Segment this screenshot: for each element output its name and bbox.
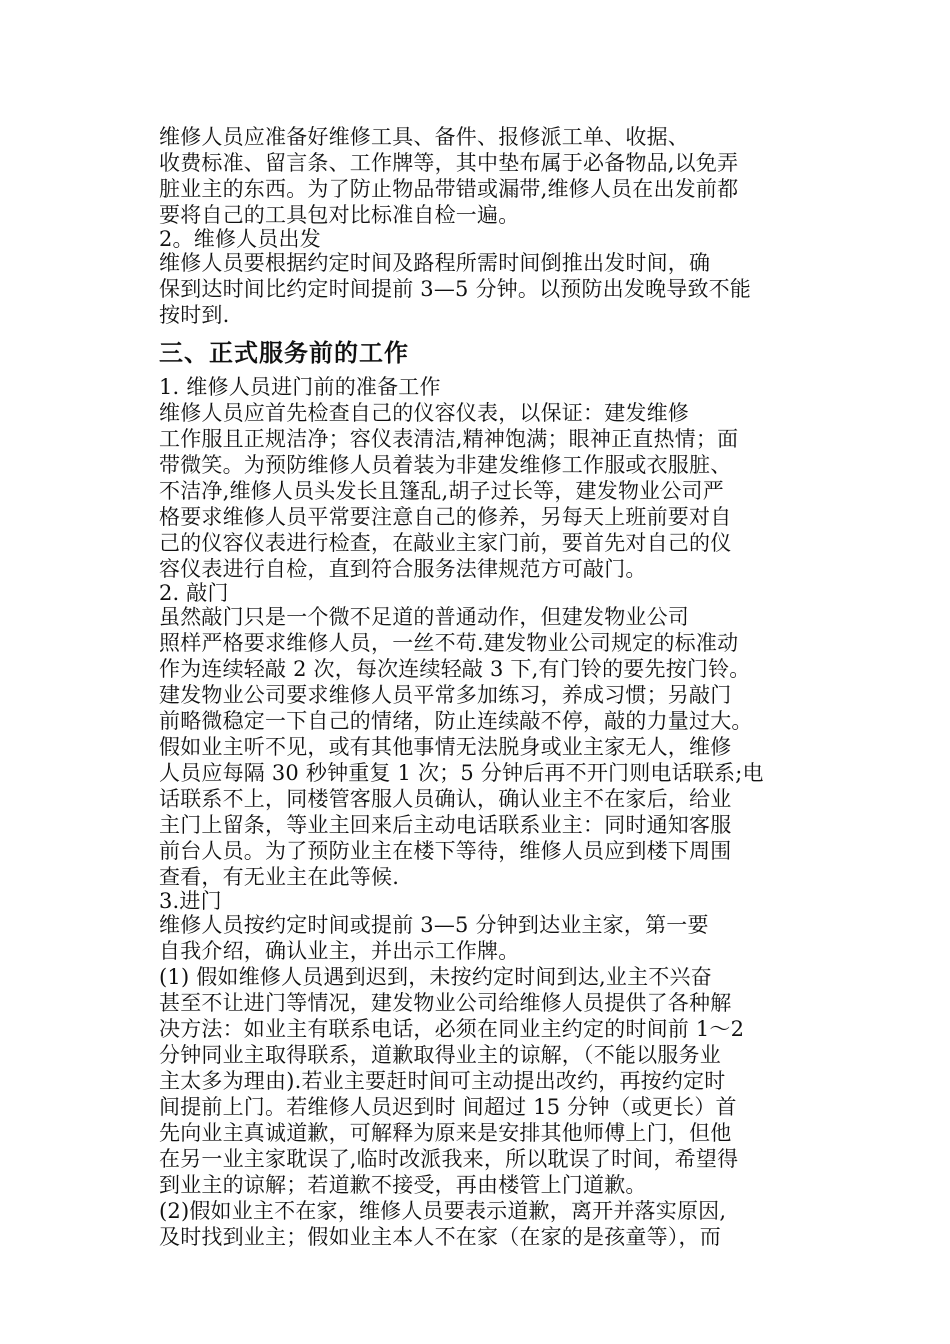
text-line: 照样严格要求维修人员，一丝不苟.建发物业公司规定的标准动: [159, 631, 739, 655]
text-line: 人员应每隔 30 秒钟重复 1 次；5 分钟后再不开门则电话联系;电: [159, 761, 764, 785]
text-line: 甚至不让进门等情况，建发物业公司给维修人员提供了各种解: [159, 991, 732, 1015]
sub-heading: 1. 维修人员进门前的准备工作: [159, 375, 441, 399]
sub-heading: 2。维修人员出发: [159, 227, 321, 251]
text-line: 格要求维修人员平常要注意自己的修养，另每天上班前要对自: [159, 505, 732, 529]
text-line: 话联系不上，同楼管客服人员确认，确认业主不在家后，给业: [159, 787, 732, 811]
text-line: (1) 假如维修人员遇到迟到，未按约定时间到达,业主不兴奋: [159, 965, 712, 989]
text-line: 分钟同业主取得联系，道歉取得业主的谅解，（不能以服务业: [159, 1043, 721, 1067]
text-line: 工作服且正规洁净；容仪表清洁,精神饱满；眼神正直热情；面: [159, 427, 739, 451]
text-line: 决方法：如业主有联系电话，必须在同业主约定的时间前 1～2: [159, 1017, 745, 1041]
text-line: 及时找到业主；假如业主本人不在家（在家的是孩童等），而: [159, 1225, 721, 1249]
text-line: 建发物业公司要求维修人员平常多加练习，养成习惯；另敲门: [159, 683, 732, 707]
text-line: 查看，有无业主在此等候.: [159, 865, 400, 889]
text-line: 前略微稳定一下自己的情绪，防止连续敲不停，敲的力量过大。: [159, 709, 753, 733]
text-line: 收费标准、留言条、工作牌等，其中垫布属于必备物品,以免弄: [159, 151, 739, 175]
text-line: 脏业主的东西。为了防止物品带错或漏带,维修人员在出发前都: [159, 177, 739, 201]
text-line: 维修人员应首先检查自己的仪容仪表，以保证：建发维修: [159, 401, 689, 425]
text-line: 主太多为理由).若业主要赶时间可主动提出改约，再按约定时: [159, 1069, 726, 1093]
text-line: 到业主的谅解；若道歉不接受，再由楼管上门道歉。: [159, 1173, 647, 1197]
text-line: 保到达时间比约定时间提前 3—5 分钟。以预防出发晚导致不能: [159, 277, 752, 301]
text-line: 不洁净,维修人员头发长且篷乱,胡子过长等，建发物业公司严: [159, 479, 724, 503]
text-line: 己的仪容仪表进行检查，在敲业主家门前，要首先对自己的仪: [159, 531, 732, 555]
section-heading: 三、正式服务前的工作: [159, 339, 409, 367]
text-line: 维修人员要根据约定时间及路程所需时间倒推出发时间，确: [159, 251, 711, 275]
text-line: 维修人员应准备好维修工具、备件、报修派工单、收据、: [159, 125, 689, 149]
text-line: 自我介绍，确认业主，并出示工作牌。: [159, 939, 520, 963]
text-line: 先向业主真诚道歉，可解释为原来是安排其他师傅上门，但他: [159, 1121, 732, 1145]
text-line: 带微笑。为预防维修人员着装为非建发维修工作服或衣服脏、: [159, 453, 732, 477]
text-line: 要将自己的工具包对比标准自检一遍。: [159, 203, 520, 227]
text-line: (2)假如业主不在家，维修人员要表示道歉，离开并落实原因,: [159, 1199, 727, 1223]
text-line: 维修人员按约定时间或提前 3—5 分钟到达业主家，第一要: [159, 913, 709, 937]
text-line: 虽然敲门只是一个微不足道的普通动作，但建发物业公司: [159, 605, 689, 629]
text-line: 容仪表进行自检，直到符合服务法律规范方可敲门。: [159, 557, 647, 581]
text-line: 作为连续轻敲 2 次，每次连续轻敲 3 下,有门铃的要先按门铃。: [159, 657, 751, 681]
sub-heading: 3.进门: [159, 889, 222, 913]
text-line: 按时到.: [159, 303, 230, 327]
sub-heading: 2. 敲门: [159, 581, 229, 605]
text-line: 前台人员。为了预防业主在楼下等待，维修人员应到楼下周围: [159, 839, 732, 863]
text-line: 在另一业主家耽误了,临时改派我来，所以耽误了时间，希望得: [159, 1147, 739, 1171]
text-line: 间提前上门。若维修人员迟到时 间超过 15 分钟（或更长）首: [159, 1095, 737, 1119]
text-line: 假如业主听不见，或有其他事情无法脱身或业主家无人，维修: [159, 735, 732, 759]
text-line: 主门上留条，等业主回来后主动电话联系业主：同时通知客服: [159, 813, 732, 837]
